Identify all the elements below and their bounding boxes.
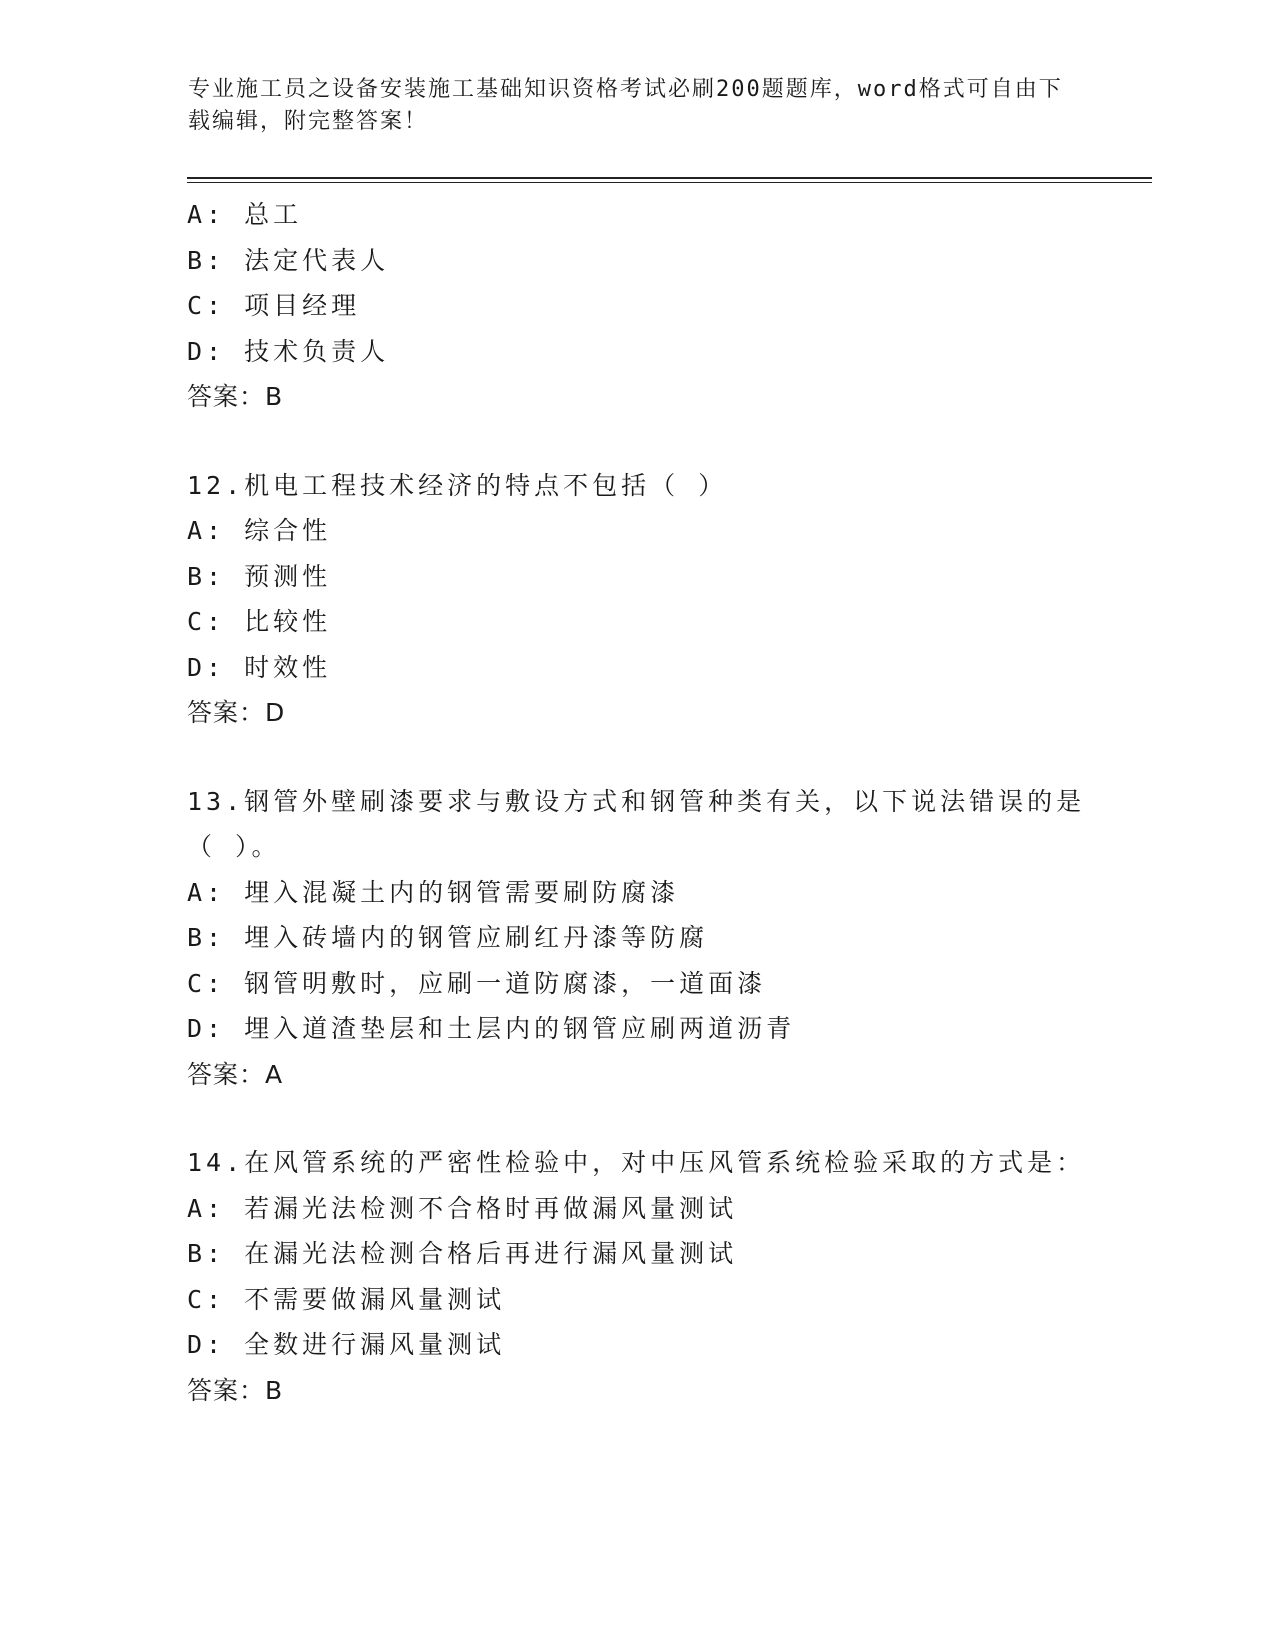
option-c: C: 钢管明敷时，应刷一道防腐漆，一道面漆: [187, 968, 767, 998]
question-text: 13.钢管外壁刷漆要求与敷设方式和钢管种类有关，以下说法错误的是（ ）。: [187, 786, 1086, 861]
question-text: 14.在风管系统的严密性检验中，对中压风管系统检验采取的方式是：: [187, 1148, 1086, 1177]
option-a: A: 若漏光法检测不合格时再做漏风量测试: [187, 1193, 738, 1223]
header-rule-thin: [187, 182, 1152, 183]
option-a: A: 总工: [187, 200, 303, 229]
answer: 答案：A: [187, 1059, 284, 1089]
answer: 答案：B: [187, 1375, 284, 1405]
question-block-13: [187, 779, 1107, 1098]
question-block-11: [187, 192, 1107, 420]
option-a: A: 埋入混凝土内的钢管需要刷防腐漆: [187, 877, 680, 907]
option-d: D: 技术负责人: [187, 336, 390, 366]
answer: 答案：B: [187, 382, 284, 411]
option-c: C: 比较性: [187, 607, 332, 636]
question-block-12: [187, 463, 1107, 736]
option-c: C: 项目经理: [187, 291, 361, 320]
option-b: B: 法定代表人: [187, 245, 390, 275]
option-b: B: 预测性: [187, 561, 332, 591]
document-header: 专业施工员之设备安装施工基础知识资格考试必刷200题题库，word格式可自由下载编辑，附完整答案！: [188, 77, 1063, 134]
answer: 答案：D: [187, 698, 286, 727]
header-rule: [187, 177, 1152, 179]
option-b: B: 埋入砖墙内的钢管应刷红丹漆等防腐: [187, 923, 709, 952]
option-a: A: 综合性: [187, 516, 332, 545]
option-b: B: 在漏光法检测合格后再进行漏风量测试: [187, 1239, 738, 1268]
question-text: 12.机电工程技术经济的特点不包括（ ）: [187, 470, 728, 500]
option-d: D: 埋入道渣垫层和土层内的钢管应刷两道沥青: [187, 1014, 796, 1043]
option-d: D: 时效性: [187, 652, 332, 682]
option-c: C: 不需要做漏风量测试: [187, 1284, 506, 1314]
question-block-14: [187, 1140, 1107, 1413]
option-d: D: 全数进行漏风量测试: [187, 1330, 506, 1359]
question-list: [187, 192, 1107, 1413]
